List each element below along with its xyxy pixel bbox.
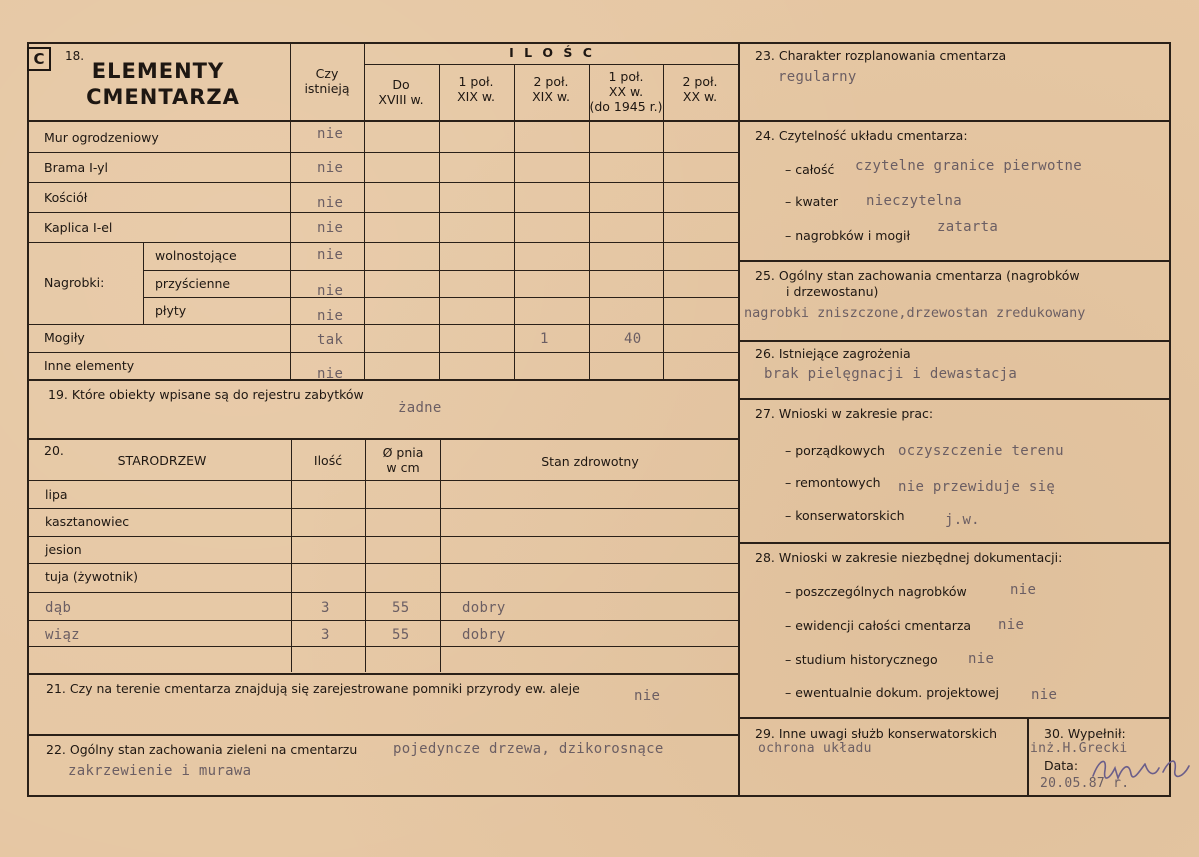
period-3-l1: 2 poł. xyxy=(533,74,569,89)
period-1-l1: Do xyxy=(392,77,410,92)
trees-col-health: Stan zdrowotny xyxy=(541,454,639,469)
line xyxy=(27,182,738,183)
tree-name: wiąz xyxy=(45,627,80,643)
tree-health: dobry xyxy=(462,627,506,643)
row-label: płyty xyxy=(155,303,187,318)
q28-item-label: – poszczególnych nagrobków xyxy=(785,584,967,599)
period-4-l2: XX w. xyxy=(608,84,644,99)
q27-item-answer: j.w. xyxy=(945,512,980,528)
q24-item-answer: zatarta xyxy=(937,219,999,235)
frame-top xyxy=(27,42,1171,44)
q23-answer: regularny xyxy=(778,69,857,85)
q24-item-label: – kwater xyxy=(785,194,839,209)
line xyxy=(27,592,738,593)
q26-answer: brak pielęgnacji i dewastacja xyxy=(764,366,1018,382)
q27-item-label: – konserwatorskich xyxy=(785,508,905,523)
q30-name: inż.H.Grecki xyxy=(1030,741,1128,756)
q28-item-answer: nie xyxy=(1010,582,1037,598)
period-5-l1: 2 poł. xyxy=(682,74,718,89)
tree-name: tuja (żywotnik) xyxy=(45,569,139,584)
tree-qty: 3 xyxy=(321,600,330,616)
q25-answer: nagrobki zniszczone,drzewostan zredukowany xyxy=(744,305,1086,321)
line xyxy=(291,438,292,672)
exists-value: tak xyxy=(317,332,344,348)
q27-item-answer: oczyszczenie terenu xyxy=(898,443,1064,459)
tree-health: dobry xyxy=(462,600,506,616)
q28-item-label: – ewidencji całości cmentarza xyxy=(785,618,972,633)
frame-left xyxy=(27,42,29,796)
line xyxy=(27,324,738,325)
q19-label: 19. Które obiekty wpisane są do rejestru zabytków xyxy=(48,387,364,402)
line xyxy=(738,717,1169,719)
period-3-l2: XIX w. xyxy=(532,89,570,104)
line xyxy=(514,64,515,379)
tree-name: jesion xyxy=(45,542,82,557)
row-label: przyścienne xyxy=(155,276,231,291)
q28-item-label: – studium historycznego xyxy=(785,652,938,667)
line xyxy=(143,270,738,271)
line xyxy=(27,620,738,621)
handwritten-signature xyxy=(1085,742,1195,792)
period-2-l2: XIX w. xyxy=(457,89,495,104)
mogily-p4: 40 xyxy=(624,331,642,347)
line xyxy=(143,297,738,298)
period-2-l1: 1 poł. xyxy=(458,74,494,89)
line xyxy=(27,212,738,213)
exists-value: nie xyxy=(317,283,344,299)
tree-qty: 3 xyxy=(321,627,330,643)
line xyxy=(27,120,738,122)
exists-value: nie xyxy=(317,308,344,324)
q23-label: 23. Charakter rozplanowania cmentarza xyxy=(755,48,1007,63)
q28-item-answer: nie xyxy=(1031,687,1058,703)
nagrobki-label: Nagrobki: xyxy=(44,275,105,290)
tree-diam: 55 xyxy=(392,600,410,616)
period-5-l2: XX w. xyxy=(682,89,718,104)
period-4-l3: (do 1945 r.) xyxy=(589,99,663,114)
q24-item-label: – całość xyxy=(785,162,835,177)
line xyxy=(290,42,291,379)
q24-item-label: – nagrobków i mogił xyxy=(785,228,911,243)
ilosc-header: I L O Ś C xyxy=(509,45,595,60)
q22-answer-l2: zakrzewienie i murawa xyxy=(68,763,252,779)
line xyxy=(738,542,1169,544)
q27-item-label: – porządkowych xyxy=(785,443,885,458)
q27-label: 27. Wnioski w zakresie prac: xyxy=(755,406,934,421)
line xyxy=(439,64,440,379)
q19-answer: żadne xyxy=(398,400,442,416)
line xyxy=(27,152,738,153)
q27-item-label: – remontowych xyxy=(785,475,881,490)
line xyxy=(27,438,738,440)
q28-item-label: – ewentualnie dokum. projektowej xyxy=(785,685,1000,700)
line xyxy=(27,563,738,564)
col-exists-l1: Czy xyxy=(315,66,339,81)
row-label: Mogiły xyxy=(44,330,85,345)
frame-bottom xyxy=(27,795,1171,797)
line xyxy=(738,260,1169,262)
line xyxy=(1027,717,1029,796)
line xyxy=(27,242,738,243)
section-20-number: 20. xyxy=(44,443,64,458)
line xyxy=(27,379,738,381)
row-label: Brama I-yl xyxy=(44,160,109,175)
frame-divider xyxy=(738,42,740,796)
line xyxy=(365,438,366,672)
row-label: wolnostojące xyxy=(155,248,237,263)
line xyxy=(143,242,144,324)
exists-value: nie xyxy=(317,160,344,176)
section-letter-box: C xyxy=(27,47,51,71)
line xyxy=(27,536,738,537)
exists-value: nie xyxy=(317,126,344,142)
q24-item-answer: nieczytelna xyxy=(866,193,963,209)
q28-label: 28. Wnioski w zakresie niezbędnej dokumentacji: xyxy=(755,550,1063,565)
q30-date-label: Data: xyxy=(1044,758,1079,773)
row-label: Kaplica I-el xyxy=(44,220,113,235)
q28-item-answer: nie xyxy=(998,617,1025,633)
row-label: Mur ogrodzeniowy xyxy=(44,130,159,145)
line xyxy=(738,120,1169,122)
trees-header: STARODRZEW xyxy=(117,453,207,468)
period-1-l2: XVIII w. xyxy=(378,92,424,107)
line xyxy=(27,673,738,675)
exists-value: nie xyxy=(317,247,344,263)
line xyxy=(738,340,1169,342)
q30-date: 20.05.87 r. xyxy=(1040,776,1130,791)
title-line1: ELEMENTY xyxy=(91,59,225,83)
line xyxy=(663,64,664,379)
q25-label-l2: i drzewostanu) xyxy=(786,284,879,299)
tree-diam: 55 xyxy=(392,627,410,643)
q27-item-answer: nie przewiduje się xyxy=(898,479,1056,495)
line xyxy=(440,438,441,672)
line xyxy=(27,646,738,647)
line xyxy=(27,352,738,353)
period-4-l1: 1 poł. xyxy=(608,69,644,84)
mogily-p3: 1 xyxy=(540,331,549,347)
line xyxy=(364,64,738,65)
col-exists-l2: istnieją xyxy=(304,81,350,96)
q28-item-answer: nie xyxy=(968,651,995,667)
q22-answer-l1: pojedyncze drzewa, dzikorosnące xyxy=(393,741,664,757)
q26-label: 26. Istniejące zagrożenia xyxy=(755,346,911,361)
q29-answer: ochrona układu xyxy=(758,741,872,756)
line xyxy=(27,508,738,509)
q22-label: 22. Ogólny stan zachowania zieleni na cmentarzu xyxy=(46,742,358,757)
line xyxy=(738,398,1169,400)
q21-answer: nie xyxy=(634,688,661,704)
line xyxy=(27,480,738,481)
tree-name: lipa xyxy=(45,487,68,502)
q24-label: 24. Czytelność układu cmentarza: xyxy=(755,128,968,143)
tree-name: dąb xyxy=(45,600,72,616)
exists-value: nie xyxy=(317,220,344,236)
trees-col-diam-l1: Ø pnia xyxy=(382,445,424,460)
row-label: Inne elementy xyxy=(44,358,135,373)
exists-value: nie xyxy=(317,195,344,211)
title-line2: CMENTARZA xyxy=(86,85,240,109)
tree-name: kasztanowiec xyxy=(45,514,130,529)
q25-label-l1: 25. Ogólny stan zachowania cmentarza (nagrobków xyxy=(755,268,1080,283)
q30-label: 30. Wypełnił: xyxy=(1044,726,1126,741)
exists-value: nie xyxy=(317,366,344,378)
frame-right xyxy=(1169,42,1171,796)
q21-label: 21. Czy na terenie cmentarza znajdują się zarejestrowane pomniki przyrody ew. aleje xyxy=(46,681,580,696)
q29-label: 29. Inne uwagi służb konserwatorskich xyxy=(755,726,997,741)
trees-col-diam-l2: w cm xyxy=(386,460,420,475)
q24-item-answer: czytelne granice pierwotne xyxy=(855,158,1082,174)
row-label: Kościół xyxy=(44,190,88,205)
line xyxy=(27,734,738,736)
section-number: 18. xyxy=(65,49,85,63)
line xyxy=(364,42,365,379)
trees-col-qty: Ilość xyxy=(313,453,343,468)
